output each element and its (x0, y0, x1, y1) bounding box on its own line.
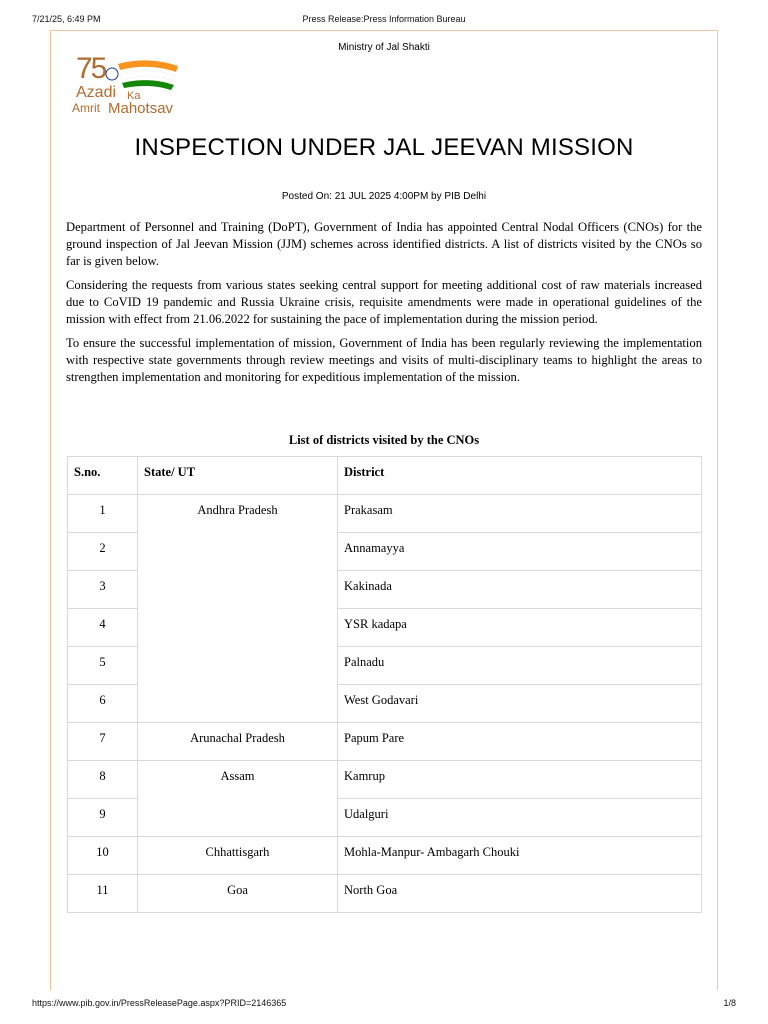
ministry-name: Ministry of Jal Shakti (338, 42, 430, 53)
print-datetime: 7/21/25, 6:49 PM (32, 14, 101, 24)
paragraph: To ensure the successful implementation of mission, Government of India has been regularly reviewing the implementation with respective state governments through review meetings and visits of multi-disciplinary teams to highlight the areas to strengthen implementation and monitoring for expeditious implementation of the mission. (66, 336, 702, 384)
cell-sno: 8 (68, 761, 138, 799)
cell-state: Arunachal Pradesh (138, 723, 338, 761)
cell-district: North Goa (338, 875, 702, 913)
cell-district: Annamayya (338, 533, 702, 571)
logo-text-amrit: Amrit (72, 101, 100, 115)
cell-district: Papum Pare (338, 723, 702, 761)
cell-district: Mohla-Manpur- Ambagarh Chouki (338, 837, 702, 875)
logo-text-ka: Ka (127, 90, 141, 102)
cell-district: Kakinada (338, 571, 702, 609)
cell-district: Kamrup (338, 761, 702, 799)
page-number: 1/8 (723, 998, 736, 1008)
table-row (68, 761, 702, 799)
header-state: State/ UT (138, 457, 338, 495)
paragraph: Considering the requests from various states seeking central support for meeting additional cost of raw materials increased due to CoVID 19 pandemic and Russia Ukraine crisis, requisite amendments were made in operational guidelines of the mission with effect from 21.06.2022 for sustaining the pace of implementation during the mission period. (66, 278, 702, 326)
print-header (0, 14, 768, 28)
page-url: https://www.pib.gov.in/PressReleasePage.aspx?PRID=2146365 (32, 998, 287, 1008)
header-sno: S.no. (68, 457, 138, 495)
cell-sno: 4 (68, 609, 138, 647)
cell-sno: 2 (68, 533, 138, 571)
table-row (68, 495, 702, 533)
cell-district: West Godavari (338, 685, 702, 723)
print-footer (0, 998, 768, 1012)
table-header-row (68, 457, 702, 495)
cell-state: Andhra Pradesh (138, 495, 338, 723)
logo-number: 75 (76, 52, 106, 85)
cell-sno: 1 (68, 495, 138, 533)
azadi-ka-amrit-mahotsav-logo (70, 54, 210, 122)
cell-sno: 7 (68, 723, 138, 761)
cell-state: Goa (138, 875, 338, 913)
table-row (68, 723, 702, 761)
table-row (68, 837, 702, 875)
cell-sno: 10 (68, 837, 138, 875)
cell-district: Prakasam (338, 495, 702, 533)
cell-sno: 9 (68, 799, 138, 837)
logo-text-azadi: Azadi (76, 84, 117, 101)
page-title: INSPECTION UNDER JAL JEEVAN MISSION (134, 134, 634, 161)
table-caption: List of districts visited by the CNOs (288, 433, 480, 447)
cell-state: Assam (138, 761, 338, 837)
release-body (66, 219, 702, 393)
cell-sno: 3 (68, 571, 138, 609)
posted-date: Posted On: 21 JUL 2025 4:00PM by PIB Delhi (281, 191, 487, 202)
print-page-title: Press Release:Press Information Bureau (302, 14, 466, 24)
cell-sno: 11 (68, 875, 138, 913)
cell-district: YSR kadapa (338, 609, 702, 647)
cell-state: Chhattisgarh (138, 837, 338, 875)
header-district: District (338, 457, 702, 495)
districts-table (67, 456, 702, 913)
logo-text-mahotsav: Mahotsav (108, 100, 174, 117)
cell-district: Palnadu (338, 647, 702, 685)
paragraph: Department of Personnel and Training (DoPT), Government of India has appointed Central Nodal Officers (CNOs) for the ground inspection of Jal Jeevan Mission (JJM) schemes across identified districts. A list of districts visited by the CNOs so far is given below. (66, 220, 702, 268)
cell-district: Udalguri (338, 799, 702, 837)
cell-sno: 6 (68, 685, 138, 723)
table-row (68, 875, 702, 913)
cell-sno: 5 (68, 647, 138, 685)
